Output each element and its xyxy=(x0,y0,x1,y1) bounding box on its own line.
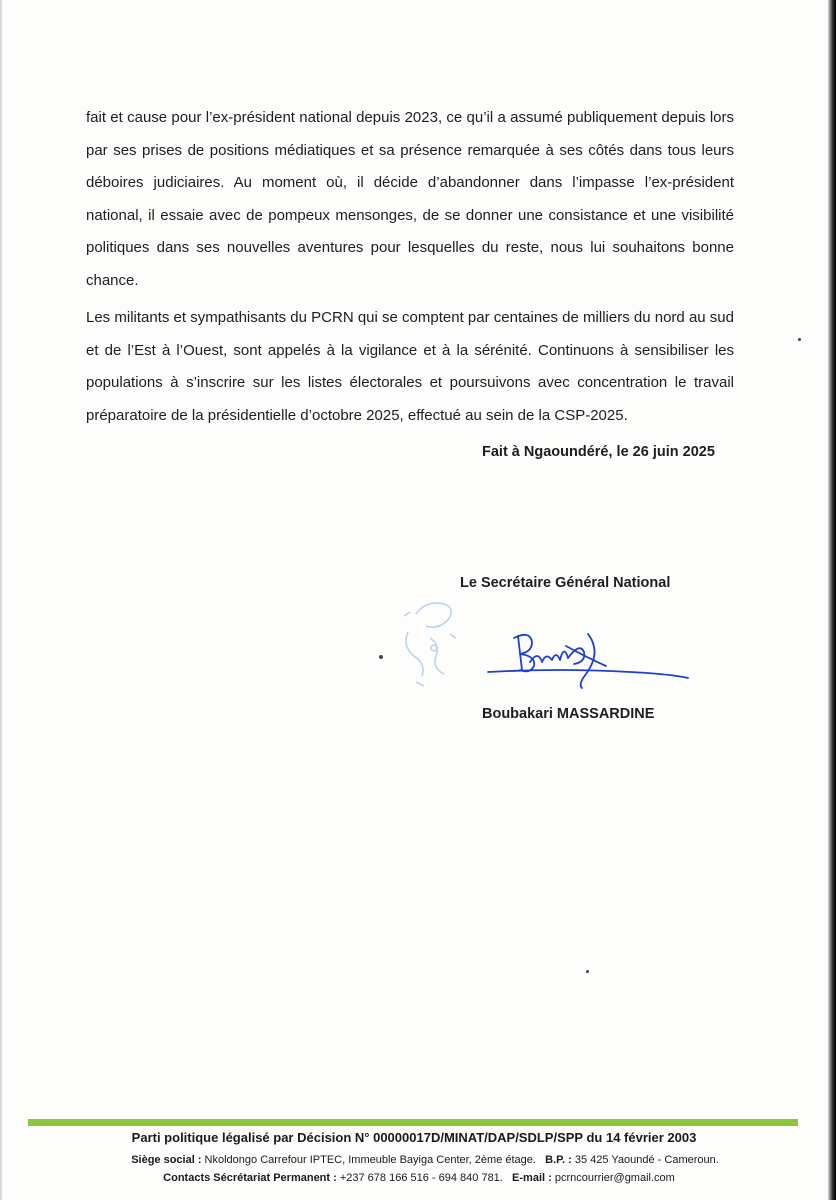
letter-paragraph-2: Les militants et sympathisants du PCRN qui se comptent par centaines de milliers du nord au sud et de l’Est à l’Ouest, sont appelés à la vigilance et à la sérénité. Continuons à sensibiliser les populations à s’inscrire sur les listes électorales et poursuivons avec concentration le travail préparatoire de la présidentielle d’octobre 2025, effectué au sein de la CSP-2025. xyxy=(86,309,734,424)
footer-email-value: pcrncourrier@gmail.com xyxy=(551,1172,675,1184)
footer-legal-line: Parti politique légalisé par Décision N° 00000017D/MINAT/DAP/SDLP/SPP du 14 février 2003 xyxy=(131,1130,697,1145)
footer-bp-label: B.P. : xyxy=(545,1154,572,1166)
footer-green-rule xyxy=(28,1119,798,1126)
signature-mark xyxy=(470,622,700,692)
scan-speck xyxy=(586,970,589,973)
footer-seat-value: Nkoldongo Carrefour IPTEC, Immeuble Bayiga Center, 2ème étage. xyxy=(201,1154,536,1166)
place-date-line: Fait à Ngaoundéré, le 26 juin 2025 xyxy=(482,444,715,460)
footer-contacts-label: Contacts Sécrétariat Permanent : xyxy=(163,1172,337,1184)
scan-left-edge xyxy=(0,0,3,1200)
footer-seat-label: Siège social : xyxy=(131,1154,202,1166)
footer-contacts-value: +237 678 166 516 - 694 840 781. xyxy=(336,1172,503,1184)
scan-speck xyxy=(798,338,801,341)
footer-address-line xyxy=(0,1154,828,1166)
signatory-name: Boubakari MASSARDINE xyxy=(482,706,655,722)
scan-right-edge xyxy=(828,0,836,1200)
footer-email-label: E-mail : xyxy=(512,1172,552,1184)
letter-paragraph-1: fait et cause pour l’ex-président national depuis 2023, ce qu’il a assumé publiquement depuis lors par ses prises de positions médiatiques et sa présence remarquée à ses côtés dans tous leurs déboires judiciaires. Au moment où, il décide d’abandonner dans l’impasse l’ex-président national, il essaie avec de pompeux mensonges, de se donner une consistance et une visibilité politiques dans ses nouvelles aventures pour lesquelles du reste, nous lui souhaitons bonne chance. xyxy=(86,109,734,289)
footer-bp-value: 35 425 Yaoundé - Cameroun. xyxy=(571,1154,719,1166)
footer-contacts-line xyxy=(0,1172,828,1184)
signatory-title: Le Secrétaire Général National xyxy=(460,575,671,591)
scan-speck xyxy=(379,655,383,659)
